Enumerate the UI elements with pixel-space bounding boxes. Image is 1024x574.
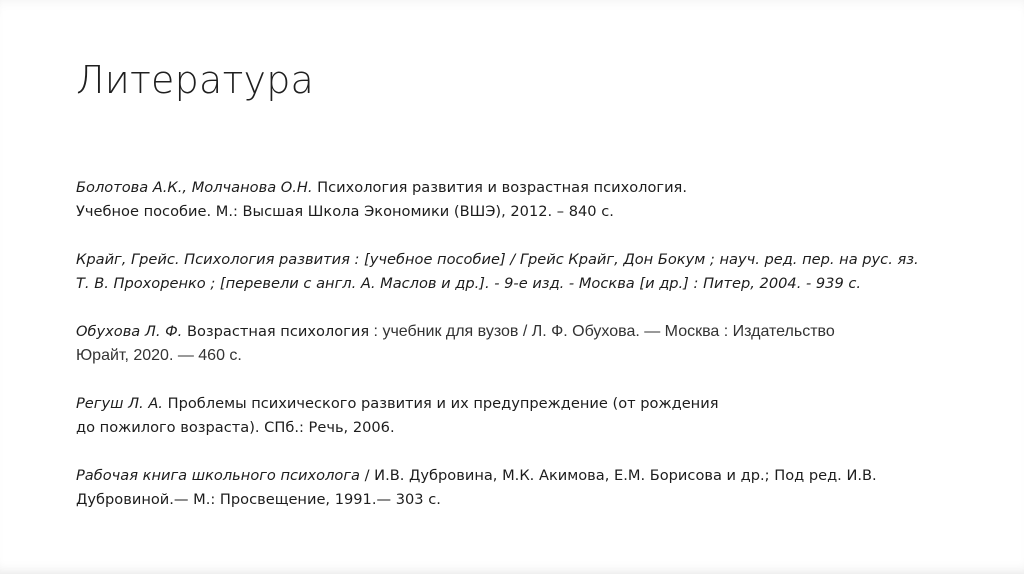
slide-title: Литература xyxy=(76,58,314,102)
reference-text: до пожилого возраста). СПб.: Речь, 2006. xyxy=(76,419,395,436)
reference-text: Проблемы психического развития и их предупреждение (от рождения xyxy=(162,395,719,412)
reference-text: Учебное пособие. М.: Высшая Школа Экономики (ВШЭ), 2012. – 840 с. xyxy=(76,203,614,220)
reference-text: Дубровиной.— М.: Просвещение, 1991.— 303 с. xyxy=(76,491,441,508)
reference-line xyxy=(76,200,976,224)
reference-line xyxy=(76,176,976,200)
reference-line xyxy=(76,248,976,272)
reference-author-or-title: Болотова А.К., Молчанова О.Н. xyxy=(76,179,313,196)
reference-item xyxy=(76,464,976,512)
reference-line xyxy=(76,344,976,368)
reference-line xyxy=(76,320,976,344)
reference-text: / И.В. Дубровина, М.К. Акимова, Е.М. Борисова и др.; Под ред. И.В. xyxy=(359,467,877,484)
references-list xyxy=(76,176,976,536)
reference-text: Психология развития и возрастная психология. xyxy=(312,179,687,196)
reference-text: : учебник для вузов / Л. Ф. Обухова. — Москва : Издательство xyxy=(369,323,835,340)
reference-line xyxy=(76,464,976,488)
reference-text: Возрастная психология xyxy=(182,323,370,340)
reference-author-or-title: Регуш Л. А. xyxy=(76,395,163,412)
reference-line xyxy=(76,416,976,440)
reference-author-or-title: Т. В. Прохоренко ; [перевели с англ. А. Маслов и др.]. - 9-е изд. - Москва [и др.] : Питер, 2004. - 939 с. xyxy=(76,275,862,292)
reference-item xyxy=(76,392,976,440)
reference-author-or-title: Рабочая книга школьного психолога xyxy=(76,467,360,484)
reference-text: Юрайт, 2020. — 460 с. xyxy=(76,347,242,364)
reference-author-or-title: Крайг, Грейс. Психология развития : [учебное пособие] / Грейс Крайг, Дон Бокум ; науч. ред. пер. на рус. яз. xyxy=(76,251,919,268)
reference-line xyxy=(76,272,976,296)
reference-author-or-title: Обухова Л. Ф. xyxy=(76,323,183,340)
reference-line xyxy=(76,392,976,416)
reference-item xyxy=(76,320,976,368)
reference-item xyxy=(76,176,976,224)
reference-item xyxy=(76,248,976,296)
reference-line xyxy=(76,488,976,512)
